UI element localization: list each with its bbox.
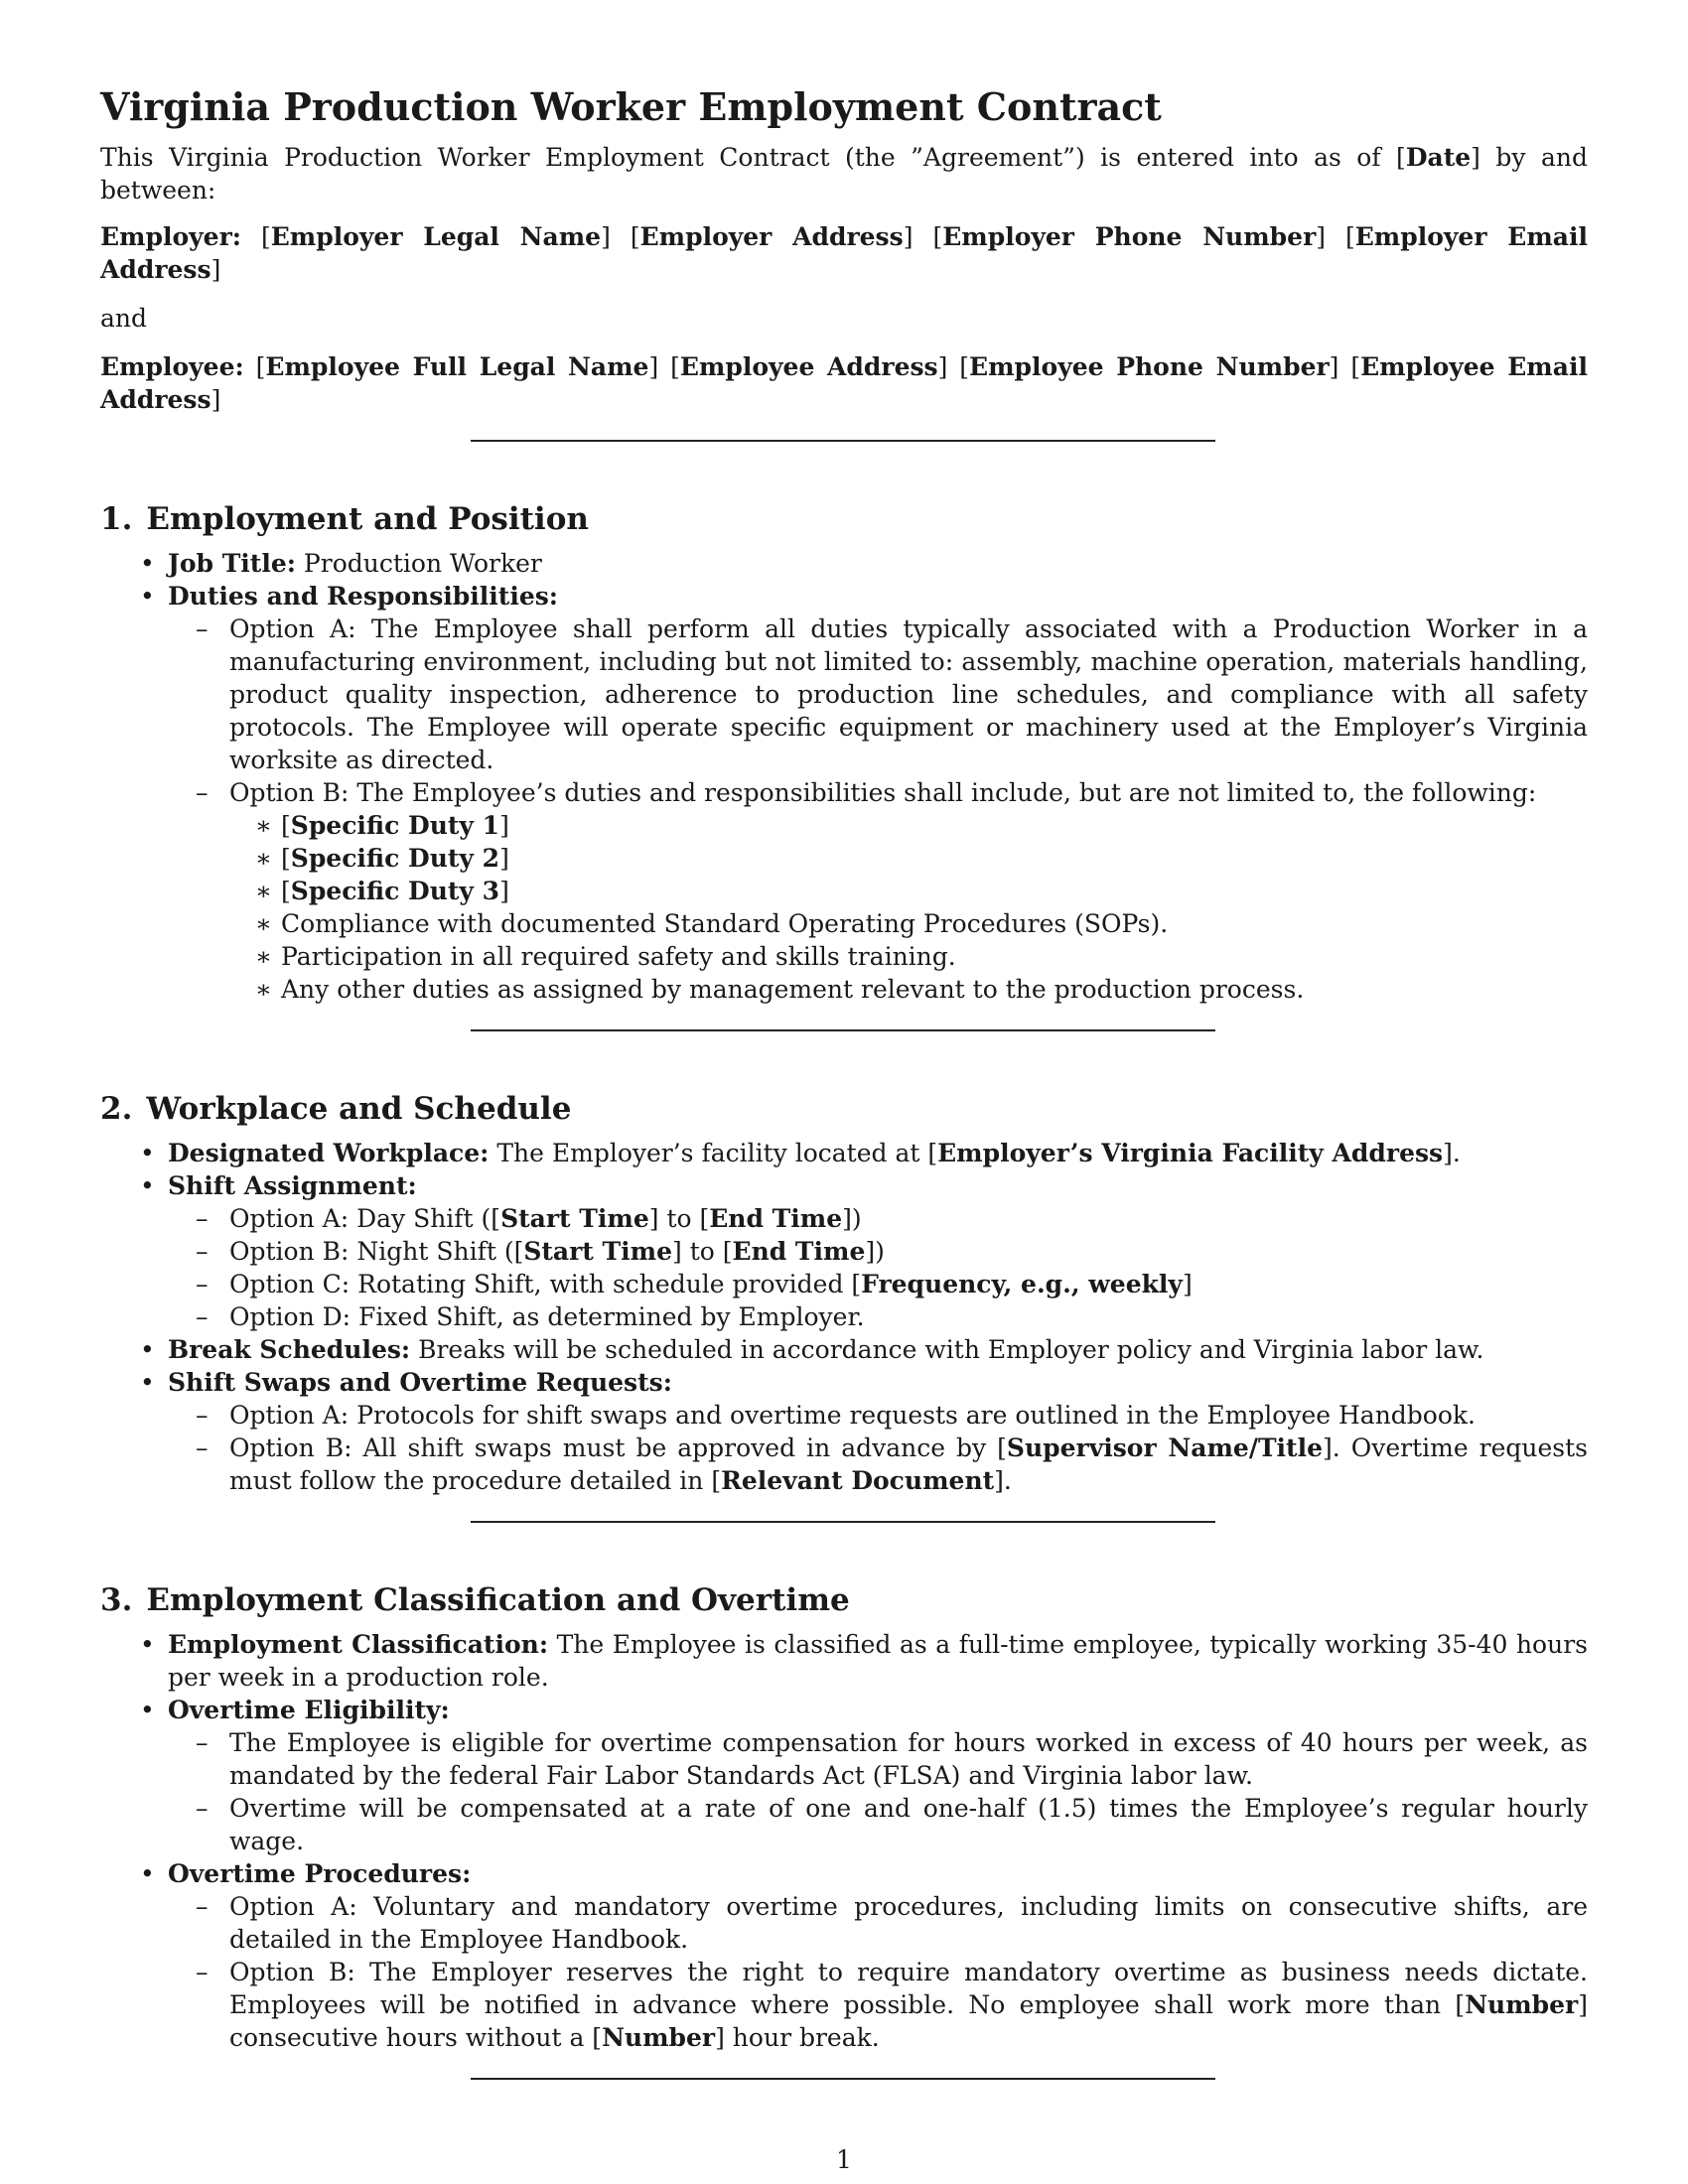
bullet-icon: •: [140, 549, 155, 578]
list-item: ∗ [Specific Duty 3]: [255, 877, 509, 905]
dash-icon: –: [196, 1728, 209, 1757]
employee-line: Employee: [Employee Full Legal Name] [Employee Address] [Employee Phone Number] [Employee Email Address]: [100, 352, 1588, 414]
employee-label: Employee:: [100, 352, 244, 381]
list-item: • Overtime Procedures: – Option A: Voluntary and mandatory overtime procedures, including limits on consecutive shifts, are detailed in the Employee Handbook. – Option B: The Employer reserves the right to require mandatory overtime as business needs dictate. Employees will be notified in advance where possible. No employee shall work more than [Number] consecutive hours without a [Number] hour break.: [140, 1859, 1588, 2052]
list-item: • Employment Classification: The Employee is classified as a full-time employee, typically working 35-40 hours per week in a production role.: [140, 1630, 1588, 1692]
list-item: – Option B: Night Shift ([Start Time] to [End Time]): [196, 1237, 885, 1266]
dash-icon: –: [196, 1433, 209, 1462]
dash-icon: –: [196, 1302, 209, 1331]
dash-icon: –: [196, 1892, 209, 1921]
list-item: – Option B: All shift swaps must be approved in advance by [Supervisor Name/Title]. Overtime requests must follow the procedure detailed in [Relevant Document].: [196, 1433, 1588, 1495]
bullet-icon: •: [140, 1696, 155, 1724]
list-item: • Shift Assignment: – Option A: Day Shift ([Start Time] to [End Time]) – Option B: Night Shift ([Start Time] to [End Time]) – Option C: Rotating Shift, with schedule provided [Frequency, e.g., weekly] – Option D: Fixed Shift, as determined by Employer.: [100, 1169, 1588, 1333]
list-item: – Option A: Day Shift ([Start Time] to [End Time]): [196, 1204, 862, 1233]
list-item: ∗ Compliance with documented Standard Operating Procedures (SOPs).: [255, 909, 1169, 938]
list-item: • Overtime Eligibility: – The Employee is eligible for overtime compensation for hours worked in excess of 40 hours per week, as mandated by the federal Fair Labor Standards Act (FLSA) and Virginia labor law. – Overtime will be compensated at a rate of one and one-half (1.5) times the Employee’s regular hourly wage.: [140, 1696, 1588, 1855]
section-2-list: [100, 1137, 1588, 1497]
list-item: – Option B: The Employee’s duties and responsibilities shall include, but are not limited to, the following: ∗ [Specific Duty 1] ∗ [Specific Duty 2] ∗ [Specific Duty 3] ∗ Compliance with documented Standard Operating Procedures (SOPs). ∗ Participation in all required safety and skills training. ∗ Any other duties as assigned by management relevant to the production process.: [168, 776, 1588, 1006]
bullet-icon: •: [140, 1139, 155, 1167]
list-item: – Option D: Fixed Shift, as determined by Employer.: [196, 1302, 865, 1331]
list-item: ∗ Any other duties as assigned by management relevant to the production process.: [255, 975, 1305, 1004]
section-divider: [471, 1029, 1215, 1031]
list-item: – The Employee is eligible for overtime compensation for hours worked in excess of 40 hours per week, as mandated by the federal Fair Labor Standards Act (FLSA) and Virginia labor law.: [196, 1728, 1588, 1790]
document-page: [100, 83, 1588, 2137]
page-number: 1: [836, 2145, 852, 2174]
asterisk-icon: ∗: [255, 942, 272, 971]
bullet-icon: •: [140, 1335, 155, 1364]
list-item: • Shift Swaps and Overtime Requests: – Option A: Protocols for shift swaps and overtime requests are outlined in the Employee Handbook. – Option B: All shift swaps must be approved in advance by [Supervisor Name/Title]. Overtime requests must follow the procedure detailed in [Relevant Document].: [140, 1368, 1588, 1495]
section-divider: [471, 1521, 1215, 1523]
list-item: • Designated Workplace: The Employer’s facility located at [Employer’s Virginia Facility Address].: [140, 1139, 1461, 1167]
asterisk-icon: ∗: [255, 975, 272, 1004]
dash-icon: –: [196, 1958, 209, 1986]
dash-icon: –: [196, 614, 209, 643]
list-item: ∗ Participation in all required safety and skills training.: [255, 942, 956, 971]
bullet-icon: •: [140, 1171, 155, 1200]
dash-icon: –: [196, 1401, 209, 1430]
bullet-icon: •: [140, 1368, 155, 1397]
list-item: ∗ [Specific Duty 2]: [255, 844, 509, 873]
asterisk-icon: ∗: [255, 909, 272, 938]
list-item: – Option A: The Employee shall perform all duties typically associated with a Production Worker in a manufacturing environment, including but not limited to: assembly, machine operation, materials handling, product quality inspection, adherence to production line schedules, and compliance with all safety protocols. The Employee will operate specific equipment or machinery used at the Employer’s Virginia worksite as directed.: [196, 614, 1588, 774]
bullet-icon: •: [140, 582, 155, 611]
and-text: and: [100, 304, 148, 333]
dash-icon: –: [196, 1794, 209, 1823]
dash-icon: –: [196, 1204, 209, 1233]
dash-icon: –: [196, 1270, 209, 1298]
list-item: – Option B: The Employer reserves the right to require mandatory overtime as business needs dictate. Employees will be notified in advance where possible. No employee shall work more than [Number] consecutive hours without a [Number] hour break.: [196, 1958, 1588, 2052]
section-heading-2: 2. Workplace and Schedule: [100, 1091, 572, 1127]
employer-label: Employer:: [100, 222, 241, 251]
list-item: ∗ [Specific Duty 1]: [255, 811, 509, 840]
section-divider: [471, 440, 1215, 442]
list-item: • Duties and Responsibilities: – Option A: The Employee shall perform all duties typically associated with a Production Worker in a manufacturing environment, including but not limited to: assembly, machine operation, materials handling, product quality inspection, adherence to production line schedules, and compliance with all safety protocols. The Employee will operate specific equipment or machinery used at the Employer’s Virginia worksite as directed. – Option B: The Employee’s duties and responsibilities shall include, but are not limited to, the following: ∗ [Specific Duty 1] ∗ [Specific Duty 2] ∗ [Specific Duty 3] ∗ Compliance with documented Standard Operating Procedures (SOPs). ∗ Participation in all required safety and skills training. ∗ Any other duties as assigned by management relevant to the production process.: [140, 582, 1588, 1004]
list-item: • Break Schedules: Breaks will be scheduled in accordance with Employer policy and Virginia labor law.: [140, 1335, 1484, 1364]
list-item: – Overtime will be compensated at a rate of one and one-half (1.5) times the Employee’s regular hourly wage.: [196, 1794, 1588, 1855]
section-heading-1: 1. Employment and Position: [100, 501, 589, 537]
bullet-icon: •: [140, 1630, 155, 1659]
dash-icon: –: [196, 778, 209, 807]
list-item: – Option A: Protocols for shift swaps and overtime requests are outlined in the Employee Handbook.: [196, 1401, 1477, 1430]
asterisk-icon: ∗: [255, 844, 272, 873]
list-item: • Job Title: Production Worker: [140, 549, 542, 578]
list-item: – Option A: Voluntary and mandatory overtime procedures, including limits on consecutive shifts, are detailed in the Employee Handbook.: [196, 1892, 1588, 1954]
section-divider: [471, 2078, 1215, 2080]
section-1-list: [100, 547, 1588, 1006]
asterisk-icon: ∗: [255, 811, 272, 840]
list-item: – Option C: Rotating Shift, with schedule provided [Frequency, e.g., weekly]: [196, 1270, 1193, 1298]
asterisk-icon: ∗: [255, 877, 272, 905]
employer-line: Employer: [Employer Legal Name] [Employer Address] [Employer Phone Number] [Employer Email Address]: [100, 222, 1588, 284]
intro-paragraph: This Virginia Production Worker Employment Contract (the ”Agreement”) is entered into as of [Date] by and between:: [100, 143, 1588, 205]
dash-icon: –: [196, 1237, 209, 1266]
section-heading-3: 3. Employment Classification and Overtime: [100, 1582, 850, 1618]
document-title: Virginia Production Worker Employment Contract: [100, 84, 1162, 129]
date-placeholder: Date: [1405, 143, 1472, 172]
bullet-icon: •: [140, 1859, 155, 1888]
section-3-list: [100, 1628, 1588, 2054]
